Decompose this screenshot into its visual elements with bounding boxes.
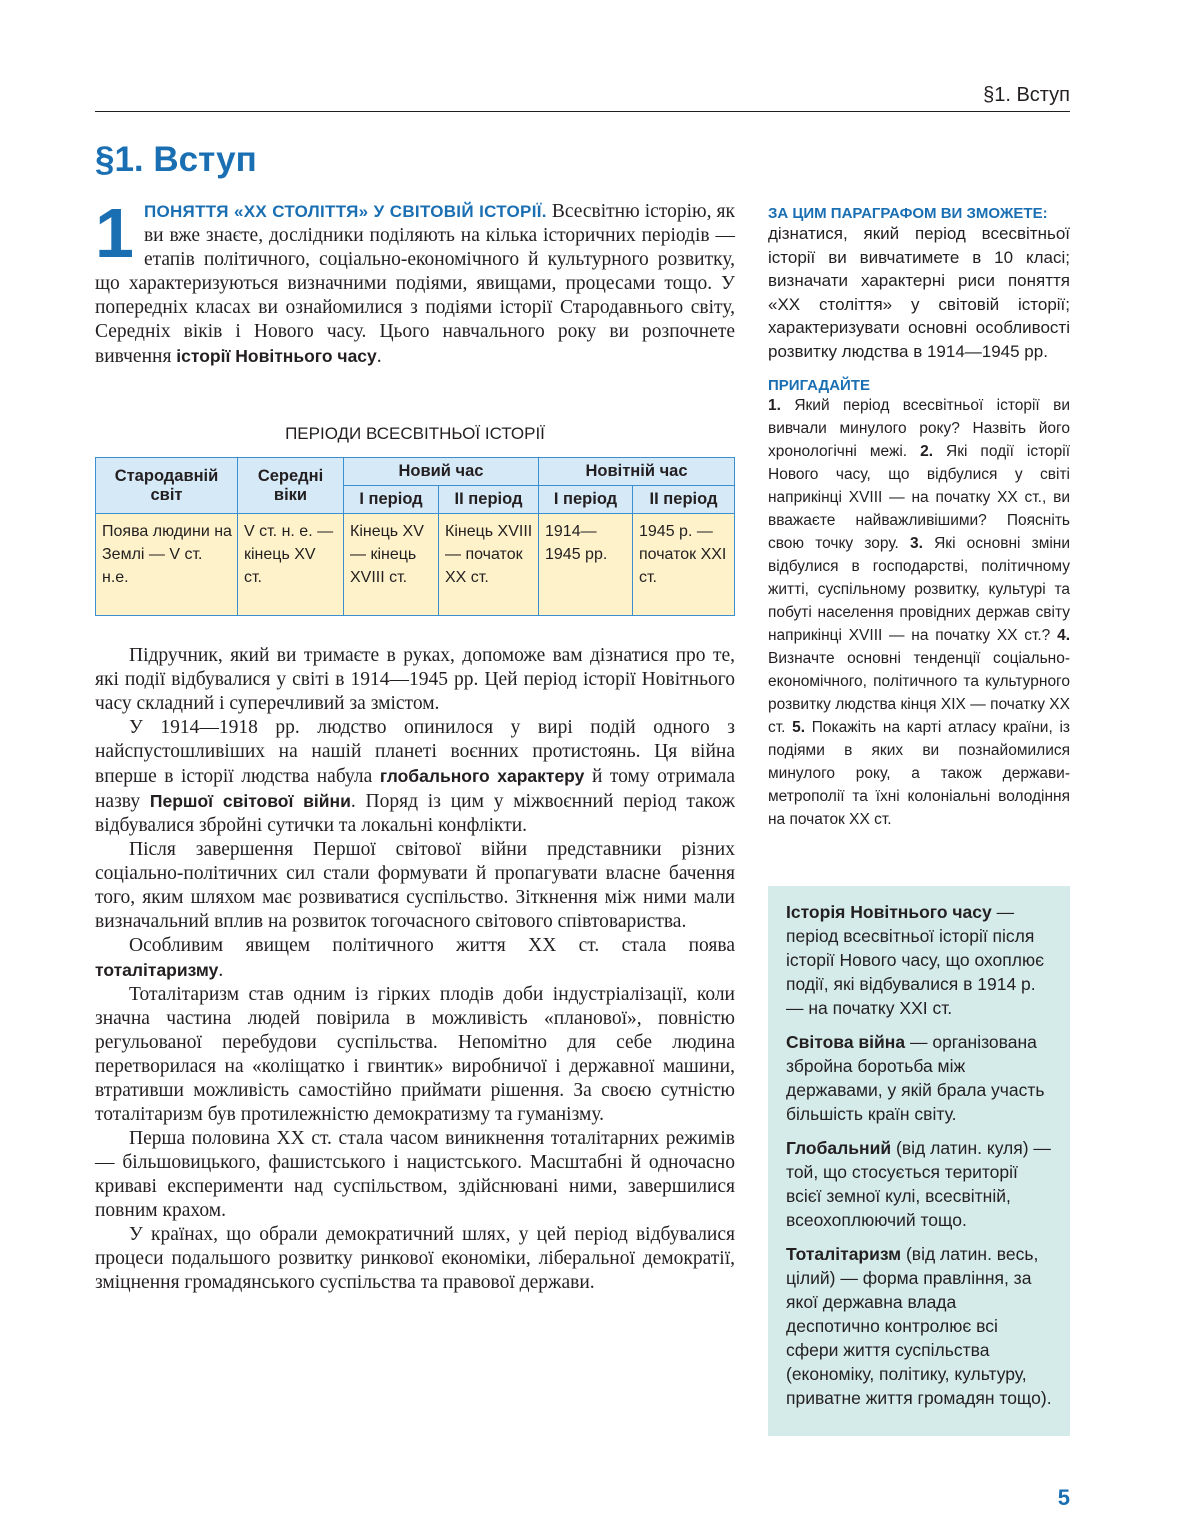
body-paragraph-2 (95, 716, 735, 838)
p2-bold-ww1: Першої світової війни (149, 791, 351, 811)
page-title: §1. Вступ (95, 140, 257, 179)
recall-questions (768, 394, 1070, 831)
q5-text: Покажіть на карті атласу країни, із подіями в яких ви познайомилися минулого року, а також держави-метрополії та їхні колоніальні володіння на початок XX ст. (768, 719, 1070, 828)
q4-number: 4. (1057, 627, 1071, 644)
header-ancient: Стародавній світ (96, 458, 238, 514)
subheader-newest-2: ІІ період (633, 486, 735, 514)
q2-number: 2. (920, 443, 934, 460)
periods-table (95, 457, 735, 616)
glossary-term: Глобальний (786, 1138, 892, 1158)
table-cell: Кінець XVIII — початок XX ст. (439, 514, 539, 616)
glossary-box (768, 886, 1070, 1436)
q3-number: 3. (910, 535, 923, 552)
p2-text-e: . Поряд із цим у міжвоєнний період також відбувалися збройні сутички та локальні конфлікти. (95, 791, 735, 836)
sidebar (768, 205, 1070, 831)
header-middle-ages: Середні віки (238, 458, 344, 514)
intro-text: Всесвітню історію, як ви вже знаєте, дослідники поділяють на кілька історичних періодів — етапів політичного, соціально-економічного й культурного розвитку, що характеризуються визначними подіями, явищами, процесами тощо. У попередніх класах ви ознайомилися з подіями історії Стародавнього світу, Середніх віків і Нового часу. Цього навчального року ви розпочнете вивчення (95, 201, 735, 367)
q1-text: Який період всесвітньої історії ви вивчали минулого року? Назвіть його хронологічні межі. (768, 397, 1070, 460)
main-body (95, 644, 735, 1295)
header-newest-time: Новітній час (539, 458, 735, 486)
glossary-item (786, 900, 1052, 1020)
body-paragraph-6: Перша половина XX ст. стала часом виникнення тоталітарних режимів — більшовицького, фашистського і нацистського. Масштабні й одночасно криваві експерименти над суспільством, здійснювані ними, завершилися повним крахом. (95, 1128, 735, 1221)
recall-heading: ПРИГАДАЙТЕ (768, 377, 870, 394)
goals-heading: ЗА ЦИМ ПАРАГРАФОМ ВИ ЗМОЖЕТЕ: (768, 205, 1048, 222)
q4-text: Визначте основні тенденції соціально-економічного, політичного та культурного розвитку людства кінця XIX — початку XX ст. (768, 650, 1070, 736)
running-head-text: §1. Вступ (983, 84, 1070, 106)
header-new-time: Новий час (344, 458, 539, 486)
body-paragraph-7: У країнах, що обрали демократичний шлях, у цей період відбувалися процеси подальшого розвитку ринкової економіки, ліберальної демократії, зміцнення громадянського суспільства та правової держави. (95, 1224, 735, 1293)
glossary-term: Історія Новітнього часу (786, 902, 992, 922)
p4-text-c: . (218, 960, 224, 981)
table-cell: 1914—1945 рр. (539, 514, 633, 616)
q1-number: 1. (768, 397, 781, 414)
table-cell: Поява людини на Землі — V ст. н.е. (96, 514, 238, 616)
body-paragraph-3: Після завершення Першої світової війни представники різних соціально-політичних сил стали формувати й пропагувати власне бачення того, яким шляхом має розвиватися суспільство. Зіткнення між ними мали визначальний вплив на розвиток тогочасного світового співтовариства. (95, 839, 735, 932)
p4-text-a: Особливим явищем політичного життя XX ст. стала поява (129, 935, 735, 956)
p2-text-a: У 1914—1918 рр. людство опинилося у вирі подій одного з найспустошливіших на нашій планеті воєнних протистоянь. Ця війна вперше в історії людства набула (95, 717, 735, 787)
glossary-definition: (від латин. весь, цілий) — форма правління, за якої державна влада деспотично контролює всі сфери життя суспільства (економіку, політику, культуру, приватне життя громадян тощо). (786, 1244, 1052, 1408)
q5-number: 5. (792, 719, 806, 736)
q3-text: Які основні зміни відбулися в господарстві, політичному житті, суспільному розвитку, культурі та побуті населення провідних держав світу наприкінці XVIII — на початку XX ст.? (768, 535, 1071, 644)
glossary-definition: (від латин. куля) — той, що стосується території всієї земної кулі, всесвітній, всеохоплюючий тощо. (786, 1138, 1051, 1230)
page-number: 5 (1057, 1485, 1070, 1510)
glossary-term: Світова війна (786, 1032, 906, 1052)
subheader-new-1: І період (344, 486, 439, 514)
glossary-term: Тоталітаризм (786, 1244, 902, 1264)
table-caption: ПЕРІОДИ ВСЕСВІТНЬОЇ ІСТОРІЇ (285, 424, 545, 443)
table-cell: Кінець XV — кінець XVIII ст. (344, 514, 439, 616)
body-paragraph-5: Тоталітаризм став одним із гірких плодів доби індустріалізації, коли значна частина людей повірила в можливість «планової», повністю регульованої перебудови суспільства. Непомітно для себе людина перетворилася на «коліщатко і гвинтик» виробничої і державної машини, втративши можливість самостійно приймати рішення. За своєю сутністю тоталітаризм був протилежністю демократизму та гуманізму. (95, 984, 735, 1125)
table-row (96, 514, 735, 616)
glossary-item (786, 1030, 1052, 1126)
body-paragraph-4 (95, 934, 735, 983)
section-intro (95, 194, 735, 369)
q2-text: Які події історії Нового часу, що відбулися у світі наприкінці XVIII — на початку XX ст., ви вважаєте найважливішими? Поясніть свою точку зору. (768, 443, 1071, 552)
glossary-item (786, 1242, 1052, 1410)
intro-paragraph (95, 194, 735, 369)
table-header-row (96, 458, 735, 486)
section-heading: ПОНЯТТЯ «XX СТОЛІТТЯ» У СВІТОВІЙ ІСТОРІЇ. (143, 202, 547, 221)
glossary-definition: — період всесвітньої історії після історії Нового часу, що охоплює події, які відбувалися в 1914 р. — на початку XXI ст. (786, 902, 1045, 1018)
section-number: 1 (95, 194, 134, 272)
intro-end: . (376, 346, 382, 367)
p2-bold-global: глобального характеру (379, 766, 585, 786)
table-cell: V ст. н. е. — кінець XV ст. (238, 514, 344, 616)
intro-bold-term: історії Новітнього часу (176, 346, 377, 366)
p4-bold-totalitarianism: тоталітаризму (95, 960, 219, 980)
goals-text: дізнатися, який період всесвітньої історії ви вивчатимете в 10 класі; визначати характерні риси поняття «XX століття» у світовій історії; характеризувати основні особливості розвитку людства в 1914—1945 рр. (768, 224, 1070, 361)
table-cell: 1945 р. — початок XXI ст. (633, 514, 735, 616)
subheader-newest-1: І період (539, 486, 633, 514)
p2-text-c: й тому отримала назву (95, 766, 736, 812)
glossary-definition: — організована збройна боротьба між державами, у якій брала участь більшість країн світу. (786, 1032, 1045, 1124)
body-paragraph-1: Підручник, який ви тримаєте в руках, допоможе вам дізнатися про те, які події відбувалися у світі в 1914—1945 рр. Цей період історії Новітнього часу складний і суперечливий за змістом. (95, 645, 735, 714)
glossary-item (786, 1136, 1052, 1232)
subheader-new-2: ІІ період (439, 486, 539, 514)
running-head (95, 82, 1070, 112)
